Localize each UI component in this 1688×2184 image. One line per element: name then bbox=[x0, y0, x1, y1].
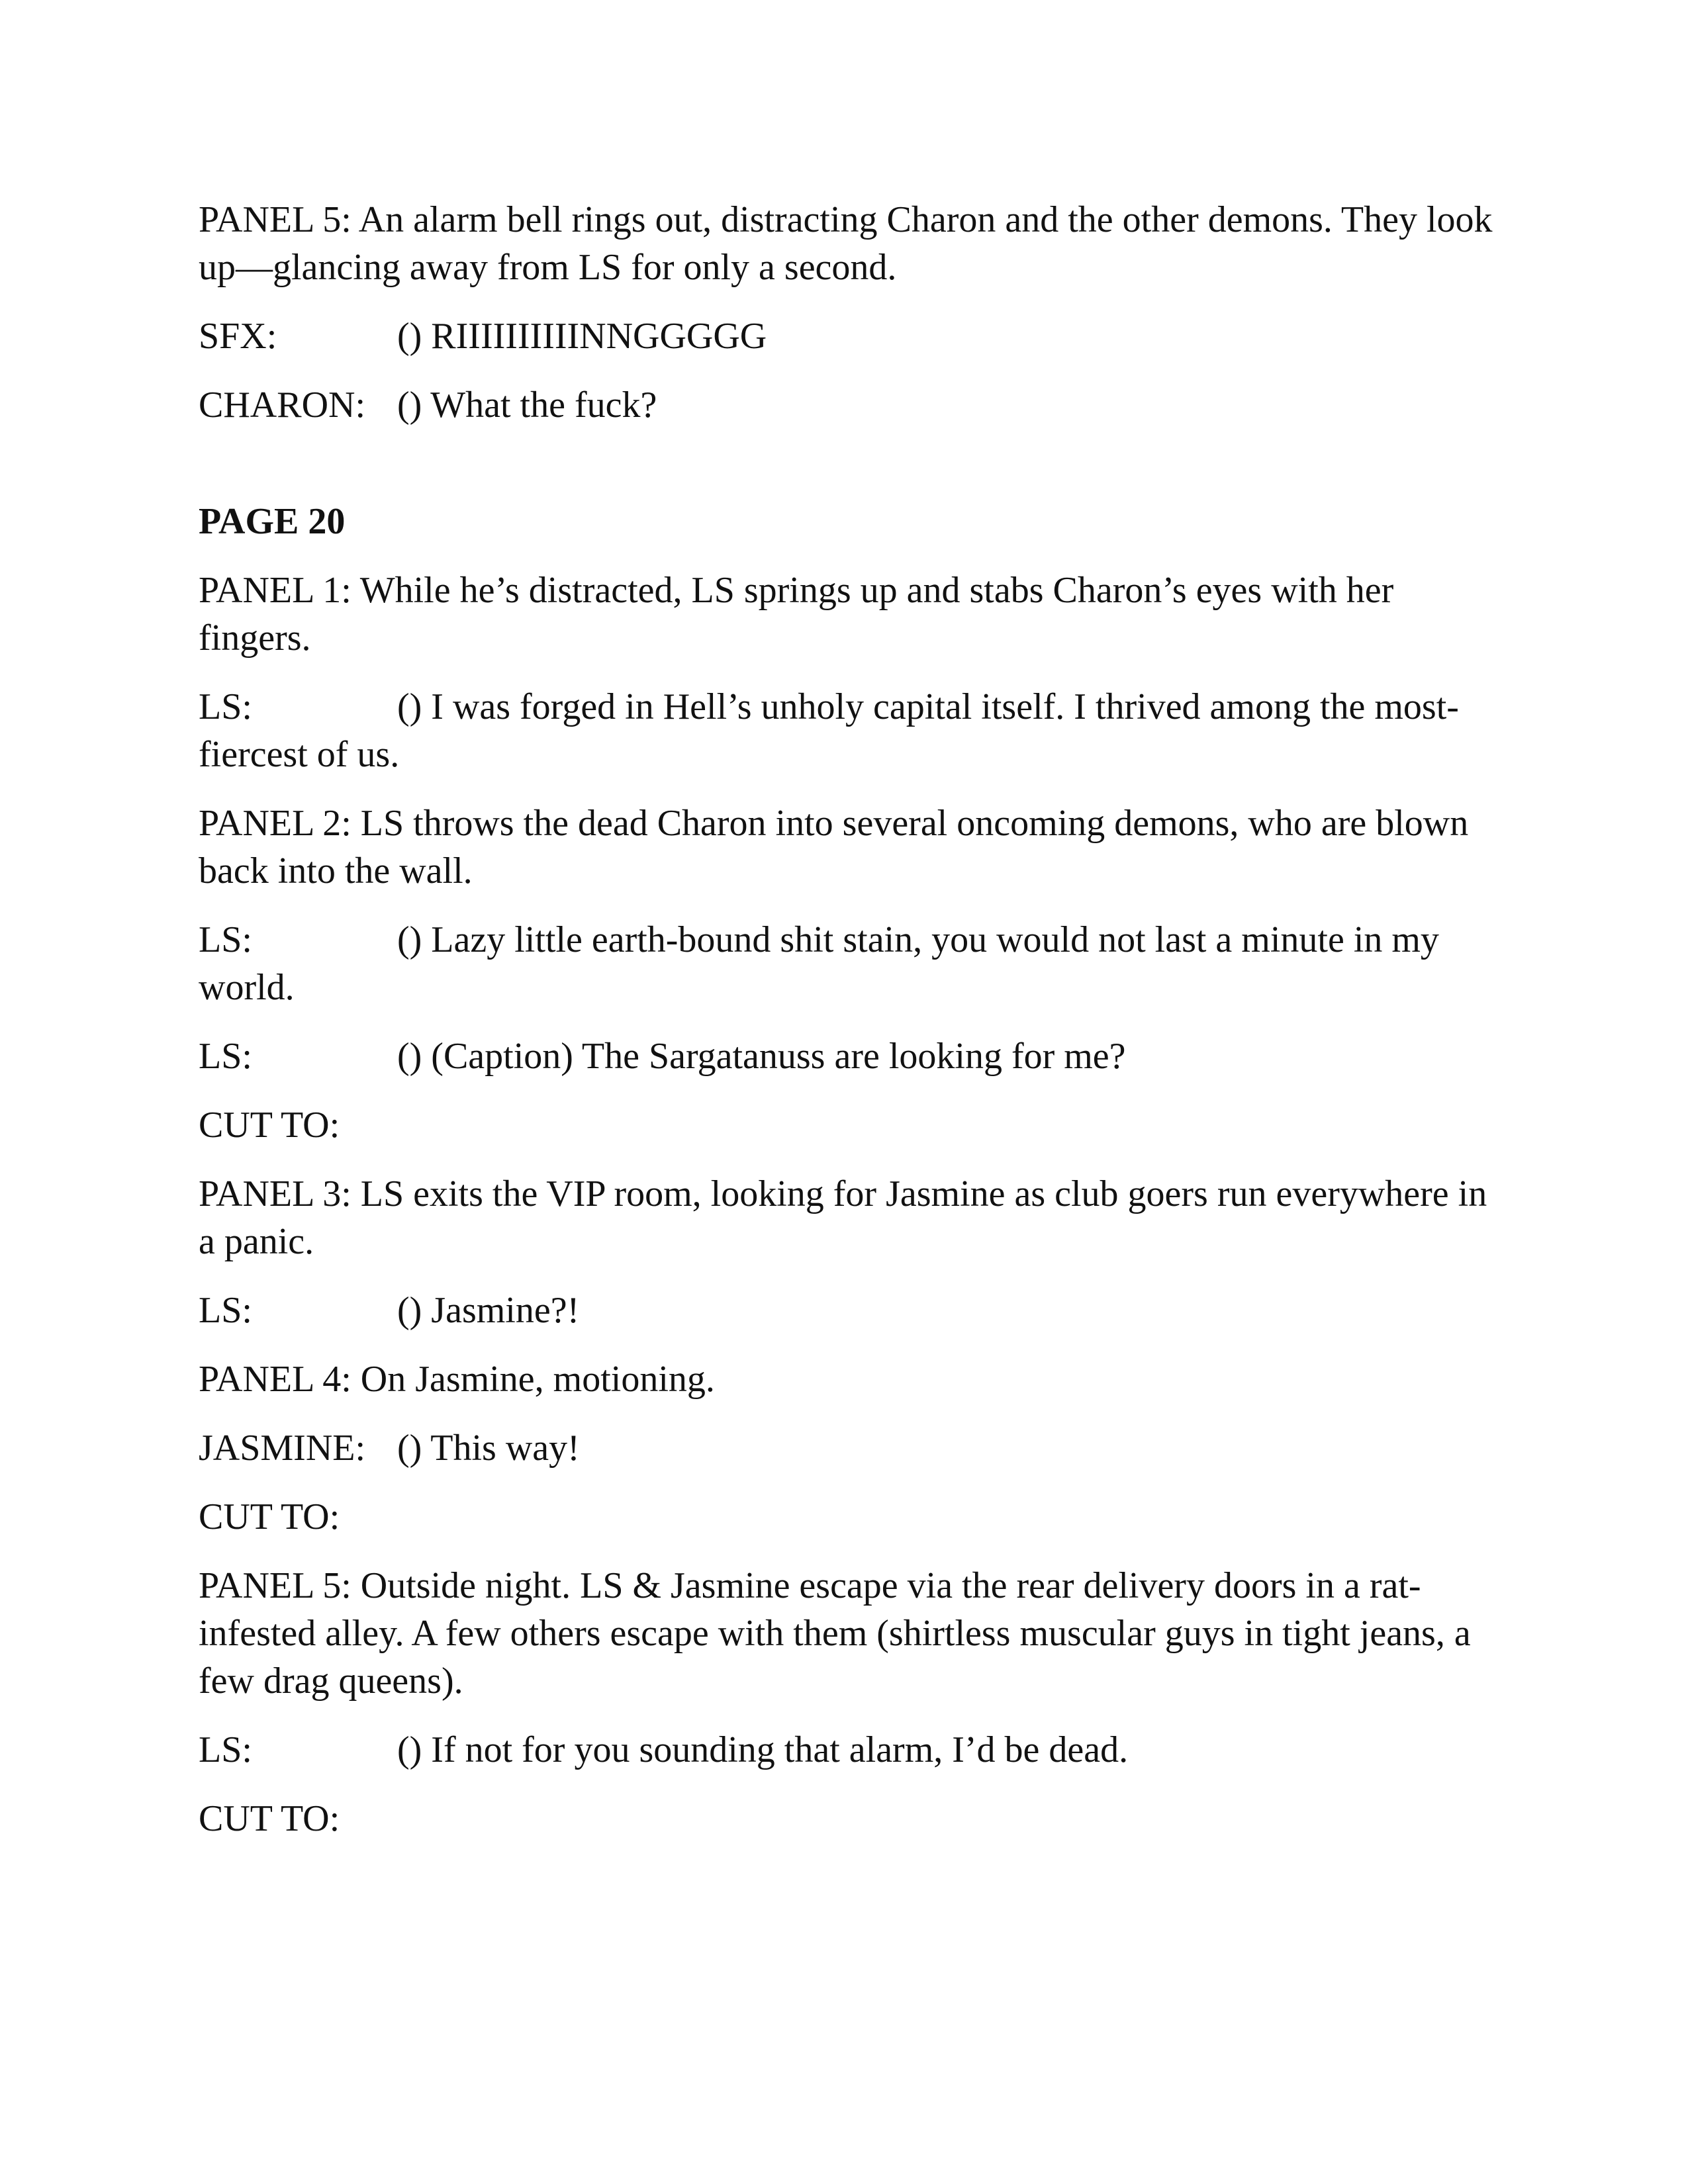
panel-description: PANEL 1: While he’s distracted, LS springs up and stabs Charon’s eyes with her fingers. bbox=[199, 570, 1394, 659]
dialogue-text: () What the fuck? bbox=[397, 385, 657, 426]
panel-description: PANEL 5: An alarm bell rings out, distracting Charon and the other demons. They look up—glancing away from LS for only a second. bbox=[199, 199, 1493, 288]
transition: CUT TO: bbox=[199, 1496, 340, 1537]
speaker-label: CHARON: bbox=[199, 385, 366, 426]
panel-description: PANEL 2: LS throws the dead Charon into several oncoming demons, who are blown back into the wall. bbox=[199, 803, 1469, 891]
script-page bbox=[199, 196, 1496, 1864]
transition: CUT TO: bbox=[199, 1798, 340, 1839]
dialogue-line bbox=[199, 916, 1496, 1011]
dialogue-text: () I was forged in Hell’s unholy capital itself. I thrived among the most-fiercest of us. bbox=[199, 686, 1459, 775]
dialogue-text: () Lazy little earth-bound shit stain, you would not last a minute in my world. bbox=[199, 919, 1439, 1008]
dialogue-line bbox=[199, 1726, 1496, 1774]
speaker-label: LS: bbox=[199, 1036, 252, 1077]
dialogue-text: () This way! bbox=[397, 1428, 580, 1469]
panel-description: PANEL 4: On Jasmine, motioning. bbox=[199, 1359, 715, 1400]
dialogue-line bbox=[199, 1032, 1496, 1080]
speaker-label: JASMINE: bbox=[199, 1428, 366, 1469]
dialogue-line bbox=[199, 312, 1496, 360]
dialogue-line bbox=[199, 381, 1496, 429]
speaker-label: LS: bbox=[199, 686, 252, 727]
speaker-label: LS: bbox=[199, 1729, 252, 1770]
speaker-label: LS: bbox=[199, 1290, 252, 1331]
dialogue-text: () If not for you sounding that alarm, I’d be dead. bbox=[397, 1729, 1129, 1770]
panel-description: PANEL 3: LS exits the VIP room, looking for Jasmine as club goers run everywhere in a panic. bbox=[199, 1173, 1487, 1262]
page-heading: PAGE 20 bbox=[199, 501, 346, 542]
dialogue-line bbox=[199, 683, 1496, 778]
speaker-label: LS: bbox=[199, 919, 252, 960]
panel-description: PANEL 5: Outside night. LS & Jasmine escape via the rear delivery doors in a rat-infested alley. A few others escape with them (shirtless muscular guys in tight jeans, a few drag queens). bbox=[199, 1565, 1471, 1702]
dialogue-line bbox=[199, 1424, 1496, 1472]
dialogue-line bbox=[199, 1287, 1496, 1334]
dialogue-text: () (Caption) The Sargatanuss are looking for me? bbox=[397, 1036, 1126, 1077]
speaker-label: SFX: bbox=[199, 316, 277, 357]
section-gap bbox=[199, 450, 1496, 498]
dialogue-text: () Jasmine?! bbox=[397, 1290, 580, 1331]
dialogue-text: () RIIIIIIIIIINNGGGGG bbox=[397, 316, 767, 357]
transition: CUT TO: bbox=[199, 1105, 340, 1146]
